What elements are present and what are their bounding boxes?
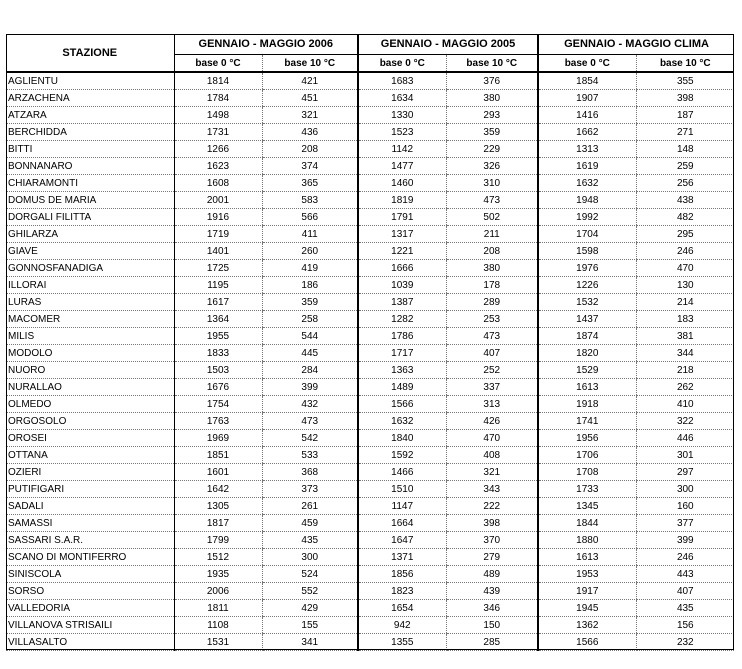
table-row — [6, 566, 734, 583]
table-row — [6, 498, 734, 515]
value-2006-base0: 1498 — [174, 107, 262, 124]
value-2005-base10: 346 — [446, 600, 538, 617]
value-2005-base0: 1142 — [358, 141, 446, 158]
table-row — [6, 583, 734, 600]
subheader-2006-base0: base 0 °C — [174, 55, 262, 73]
value-2006-base0: 1601 — [174, 464, 262, 481]
value-2006-base10: 284 — [262, 362, 358, 379]
value-2006-base10: 359 — [262, 294, 358, 311]
value-2005-base10: 359 — [446, 124, 538, 141]
table-row — [6, 277, 734, 294]
table-row — [6, 600, 734, 617]
value-2005-base0: 1147 — [358, 498, 446, 515]
table-row — [6, 294, 734, 311]
value-clima-base0: 1532 — [538, 294, 636, 311]
group-header-2005: GENNAIO - MAGGIO 2005 — [358, 34, 538, 55]
value-2005-base10: 380 — [446, 260, 538, 277]
value-clima-base10: 271 — [636, 124, 734, 141]
station-name: BONNANARO — [6, 158, 174, 175]
value-2006-base10: 524 — [262, 566, 358, 583]
value-2005-base10: 252 — [446, 362, 538, 379]
value-clima-base0: 1708 — [538, 464, 636, 481]
value-clima-base0: 1704 — [538, 226, 636, 243]
value-2005-base0: 1355 — [358, 634, 446, 651]
value-2005-base0: 1039 — [358, 277, 446, 294]
value-2006-base10: 419 — [262, 260, 358, 277]
station-name: SCANO DI MONTIFERRO — [6, 549, 174, 566]
value-2006-base0: 1719 — [174, 226, 262, 243]
value-clima-base10: 262 — [636, 379, 734, 396]
table-row — [6, 634, 734, 651]
value-2005-base10: 229 — [446, 141, 538, 158]
value-2005-base10: 150 — [446, 617, 538, 634]
station-name: OLMEDO — [6, 396, 174, 413]
value-2005-base0: 1523 — [358, 124, 446, 141]
value-clima-base10: 232 — [636, 634, 734, 651]
station-name: SASSARI S.A.R. — [6, 532, 174, 549]
value-2006-base10: 583 — [262, 192, 358, 209]
table-row — [6, 124, 734, 141]
value-2005-base10: 222 — [446, 498, 538, 515]
table-row — [6, 260, 734, 277]
value-2006-base0: 1401 — [174, 243, 262, 260]
value-2006-base0: 1531 — [174, 634, 262, 651]
station-name: NURALLAO — [6, 379, 174, 396]
value-2006-base10: 260 — [262, 243, 358, 260]
value-clima-base10: 435 — [636, 600, 734, 617]
value-clima-base10: 407 — [636, 583, 734, 600]
value-clima-base0: 1566 — [538, 634, 636, 651]
table-row — [6, 90, 734, 107]
value-clima-base10: 381 — [636, 328, 734, 345]
value-2006-base10: 566 — [262, 209, 358, 226]
station-name: OZIERI — [6, 464, 174, 481]
group-header-clima: GENNAIO - MAGGIO CLIMA — [538, 34, 734, 55]
value-2005-base10: 310 — [446, 175, 538, 192]
value-2006-base0: 1969 — [174, 430, 262, 447]
value-2005-base0: 1786 — [358, 328, 446, 345]
value-2005-base0: 1791 — [358, 209, 446, 226]
group-header-2006: GENNAIO - MAGGIO 2006 — [174, 34, 358, 55]
value-2005-base0: 1819 — [358, 192, 446, 209]
value-2006-base0: 1364 — [174, 311, 262, 328]
value-clima-base0: 1820 — [538, 345, 636, 362]
value-clima-base0: 1948 — [538, 192, 636, 209]
value-clima-base10: 187 — [636, 107, 734, 124]
value-2005-base10: 376 — [446, 72, 538, 90]
value-clima-base0: 1844 — [538, 515, 636, 532]
value-2005-base0: 1363 — [358, 362, 446, 379]
value-2005-base10: 211 — [446, 226, 538, 243]
value-clima-base10: 130 — [636, 277, 734, 294]
value-clima-base10: 322 — [636, 413, 734, 430]
subheader-2005-base0: base 0 °C — [358, 55, 446, 73]
station-name: DOMUS DE MARIA — [6, 192, 174, 209]
value-2006-base0: 1266 — [174, 141, 262, 158]
value-2006-base10: 321 — [262, 107, 358, 124]
value-clima-base10: 256 — [636, 175, 734, 192]
value-2006-base0: 1195 — [174, 277, 262, 294]
table-row — [6, 107, 734, 124]
value-clima-base0: 1437 — [538, 311, 636, 328]
value-2006-base10: 261 — [262, 498, 358, 515]
table-row — [6, 345, 734, 362]
value-2006-base0: 1955 — [174, 328, 262, 345]
station-name: ATZARA — [6, 107, 174, 124]
value-2006-base10: 451 — [262, 90, 358, 107]
value-clima-base0: 1880 — [538, 532, 636, 549]
value-clima-base10: 355 — [636, 72, 734, 90]
value-clima-base0: 1313 — [538, 141, 636, 158]
station-column-header: STAZIONE — [6, 34, 174, 72]
table-row — [6, 481, 734, 498]
value-2005-base10: 370 — [446, 532, 538, 549]
value-clima-base10: 218 — [636, 362, 734, 379]
value-2006-base0: 1676 — [174, 379, 262, 396]
station-name: OTTANA — [6, 447, 174, 464]
value-2005-base10: 408 — [446, 447, 538, 464]
value-2005-base10: 279 — [446, 549, 538, 566]
value-2006-base0: 1814 — [174, 72, 262, 90]
station-name: ORGOSOLO — [6, 413, 174, 430]
table-row — [6, 141, 734, 158]
value-2005-base0: 1683 — [358, 72, 446, 90]
value-clima-base0: 1706 — [538, 447, 636, 464]
value-clima-base10: 344 — [636, 345, 734, 362]
table-row — [6, 464, 734, 481]
value-2005-base0: 1856 — [358, 566, 446, 583]
value-2006-base0: 1503 — [174, 362, 262, 379]
value-2005-base10: 489 — [446, 566, 538, 583]
value-clima-base0: 1992 — [538, 209, 636, 226]
station-name: OROSEI — [6, 430, 174, 447]
value-2006-base0: 1642 — [174, 481, 262, 498]
value-2005-base0: 1330 — [358, 107, 446, 124]
value-2006-base0: 1108 — [174, 617, 262, 634]
value-2006-base0: 1799 — [174, 532, 262, 549]
station-name: NUORO — [6, 362, 174, 379]
value-2006-base0: 1623 — [174, 158, 262, 175]
value-clima-base0: 1613 — [538, 549, 636, 566]
value-clima-base0: 1918 — [538, 396, 636, 413]
station-name: CHIARAMONTI — [6, 175, 174, 192]
value-2005-base10: 178 — [446, 277, 538, 294]
value-2005-base0: 1632 — [358, 413, 446, 430]
value-2006-base10: 421 — [262, 72, 358, 90]
value-2006-base10: 436 — [262, 124, 358, 141]
value-2006-base0: 1851 — [174, 447, 262, 464]
value-2005-base0: 1371 — [358, 549, 446, 566]
table-row — [6, 447, 734, 464]
value-2006-base10: 300 — [262, 549, 358, 566]
value-clima-base0: 1598 — [538, 243, 636, 260]
value-2006-base10: 155 — [262, 617, 358, 634]
value-clima-base10: 148 — [636, 141, 734, 158]
value-2005-base0: 1282 — [358, 311, 446, 328]
value-clima-base0: 1917 — [538, 583, 636, 600]
value-clima-base10: 246 — [636, 549, 734, 566]
value-2006-base0: 1817 — [174, 515, 262, 532]
value-clima-base0: 1345 — [538, 498, 636, 515]
value-clima-base0: 1945 — [538, 600, 636, 617]
table-row — [6, 549, 734, 566]
value-2006-base10: 432 — [262, 396, 358, 413]
value-2005-base10: 343 — [446, 481, 538, 498]
value-clima-base0: 1956 — [538, 430, 636, 447]
value-2005-base0: 1221 — [358, 243, 446, 260]
station-name: GONNOSFANADIGA — [6, 260, 174, 277]
value-2006-base10: 544 — [262, 328, 358, 345]
value-2006-base10: 208 — [262, 141, 358, 158]
value-clima-base0: 1907 — [538, 90, 636, 107]
value-2005-base10: 473 — [446, 192, 538, 209]
value-clima-base0: 1632 — [538, 175, 636, 192]
value-2006-base0: 1305 — [174, 498, 262, 515]
value-2006-base0: 2001 — [174, 192, 262, 209]
table-row — [6, 532, 734, 549]
value-2006-base0: 1754 — [174, 396, 262, 413]
value-2005-base0: 942 — [358, 617, 446, 634]
value-2005-base0: 1566 — [358, 396, 446, 413]
value-2005-base0: 1647 — [358, 532, 446, 549]
value-2005-base0: 1460 — [358, 175, 446, 192]
value-clima-base0: 1662 — [538, 124, 636, 141]
value-2005-base10: 293 — [446, 107, 538, 124]
table-row — [6, 617, 734, 634]
value-clima-base0: 1619 — [538, 158, 636, 175]
value-2005-base0: 1666 — [358, 260, 446, 277]
station-name: VALLEDORIA — [6, 600, 174, 617]
value-2005-base0: 1489 — [358, 379, 446, 396]
value-2005-base0: 1466 — [358, 464, 446, 481]
value-2005-base10: 337 — [446, 379, 538, 396]
value-2005-base0: 1510 — [358, 481, 446, 498]
value-clima-base0: 1362 — [538, 617, 636, 634]
subheader-2005-base10: base 10 °C — [446, 55, 538, 73]
station-name: SINISCOLA — [6, 566, 174, 583]
value-2005-base10: 439 — [446, 583, 538, 600]
table-row — [6, 311, 734, 328]
value-clima-base10: 410 — [636, 396, 734, 413]
value-2006-base0: 1916 — [174, 209, 262, 226]
value-2005-base0: 1654 — [358, 600, 446, 617]
value-clima-base10: 246 — [636, 243, 734, 260]
value-2006-base0: 1617 — [174, 294, 262, 311]
value-2005-base10: 380 — [446, 90, 538, 107]
station-name: DORGALI FILITTA — [6, 209, 174, 226]
value-2005-base10: 470 — [446, 430, 538, 447]
value-clima-base10: 482 — [636, 209, 734, 226]
value-2005-base10: 313 — [446, 396, 538, 413]
value-2005-base10: 253 — [446, 311, 538, 328]
value-2006-base0: 1935 — [174, 566, 262, 583]
table-row — [6, 72, 734, 90]
value-2006-base10: 459 — [262, 515, 358, 532]
value-2005-base0: 1634 — [358, 90, 446, 107]
value-clima-base0: 1733 — [538, 481, 636, 498]
table-row — [6, 362, 734, 379]
value-clima-base0: 1226 — [538, 277, 636, 294]
value-clima-base10: 259 — [636, 158, 734, 175]
value-clima-base10: 160 — [636, 498, 734, 515]
station-name: ARZACHENA — [6, 90, 174, 107]
value-clima-base10: 156 — [636, 617, 734, 634]
station-name: MODOLO — [6, 345, 174, 362]
value-2006-base10: 411 — [262, 226, 358, 243]
station-name: PUTIFIGARI — [6, 481, 174, 498]
value-clima-base10: 399 — [636, 532, 734, 549]
station-name: LURAS — [6, 294, 174, 311]
value-2005-base10: 326 — [446, 158, 538, 175]
value-2006-base10: 365 — [262, 175, 358, 192]
station-name: MILIS — [6, 328, 174, 345]
value-2006-base0: 1608 — [174, 175, 262, 192]
value-2006-base0: 1763 — [174, 413, 262, 430]
value-clima-base0: 1741 — [538, 413, 636, 430]
station-name: VILLANOVA STRISAILI — [6, 617, 174, 634]
value-clima-base0: 1953 — [538, 566, 636, 583]
value-clima-base0: 1874 — [538, 328, 636, 345]
value-2006-base0: 1833 — [174, 345, 262, 362]
value-clima-base10: 446 — [636, 430, 734, 447]
value-2005-base10: 321 — [446, 464, 538, 481]
value-2006-base10: 373 — [262, 481, 358, 498]
table-row — [6, 413, 734, 430]
station-name: SADALI — [6, 498, 174, 515]
subheader-2006-base10: base 10 °C — [262, 55, 358, 73]
value-2005-base10: 426 — [446, 413, 538, 430]
value-clima-base10: 214 — [636, 294, 734, 311]
value-2006-base10: 542 — [262, 430, 358, 447]
value-2006-base10: 552 — [262, 583, 358, 600]
value-2005-base10: 407 — [446, 345, 538, 362]
station-name: GIAVE — [6, 243, 174, 260]
station-name: SORSO — [6, 583, 174, 600]
station-name: ILLORAI — [6, 277, 174, 294]
value-clima-base10: 443 — [636, 566, 734, 583]
value-2006-base10: 368 — [262, 464, 358, 481]
station-name: VILLASALTO — [6, 634, 174, 651]
table-row — [6, 192, 734, 209]
value-clima-base0: 1529 — [538, 362, 636, 379]
value-clima-base10: 398 — [636, 90, 734, 107]
value-clima-base10: 470 — [636, 260, 734, 277]
value-2006-base0: 1784 — [174, 90, 262, 107]
value-2005-base10: 285 — [446, 634, 538, 651]
value-2006-base10: 341 — [262, 634, 358, 651]
value-clima-base10: 300 — [636, 481, 734, 498]
station-name: BERCHIDDA — [6, 124, 174, 141]
value-2005-base0: 1840 — [358, 430, 446, 447]
value-2005-base10: 398 — [446, 515, 538, 532]
value-clima-base10: 295 — [636, 226, 734, 243]
subheader-clima-base0: base 0 °C — [538, 55, 636, 73]
table-row — [6, 515, 734, 532]
value-clima-base0: 1416 — [538, 107, 636, 124]
value-2005-base0: 1592 — [358, 447, 446, 464]
value-2006-base10: 473 — [262, 413, 358, 430]
value-clima-base10: 438 — [636, 192, 734, 209]
value-2005-base10: 502 — [446, 209, 538, 226]
value-clima-base10: 183 — [636, 311, 734, 328]
value-2006-base10: 374 — [262, 158, 358, 175]
table-row — [6, 226, 734, 243]
value-2005-base0: 1387 — [358, 294, 446, 311]
value-2006-base10: 186 — [262, 277, 358, 294]
value-2005-base0: 1317 — [358, 226, 446, 243]
value-2006-base0: 1811 — [174, 600, 262, 617]
value-2005-base0: 1477 — [358, 158, 446, 175]
value-2005-base10: 289 — [446, 294, 538, 311]
station-name: MACOMER — [6, 311, 174, 328]
value-clima-base0: 1976 — [538, 260, 636, 277]
value-clima-base0: 1854 — [538, 72, 636, 90]
value-2005-base0: 1823 — [358, 583, 446, 600]
value-2006-base10: 533 — [262, 447, 358, 464]
table-row — [6, 175, 734, 192]
value-2006-base0: 1512 — [174, 549, 262, 566]
station-name: GHILARZA — [6, 226, 174, 243]
value-2006-base10: 435 — [262, 532, 358, 549]
value-2006-base10: 258 — [262, 311, 358, 328]
value-2006-base0: 2006 — [174, 583, 262, 600]
value-2006-base0: 1731 — [174, 124, 262, 141]
table-body — [6, 72, 734, 651]
value-2005-base10: 208 — [446, 243, 538, 260]
value-2005-base10: 473 — [446, 328, 538, 345]
station-name: AGLIENTU — [6, 72, 174, 90]
value-clima-base10: 301 — [636, 447, 734, 464]
table-row — [6, 209, 734, 226]
station-name: SAMASSI — [6, 515, 174, 532]
value-clima-base0: 1613 — [538, 379, 636, 396]
table-row — [6, 430, 734, 447]
value-2005-base0: 1664 — [358, 515, 446, 532]
gdd-table — [6, 34, 734, 651]
value-2006-base10: 399 — [262, 379, 358, 396]
value-2006-base0: 1725 — [174, 260, 262, 277]
table-row — [6, 379, 734, 396]
table-row — [6, 328, 734, 345]
value-2006-base10: 429 — [262, 600, 358, 617]
table-row — [6, 158, 734, 175]
subheader-clima-base10: base 10 °C — [636, 55, 734, 73]
value-2006-base10: 445 — [262, 345, 358, 362]
value-2005-base0: 1717 — [358, 345, 446, 362]
value-clima-base10: 297 — [636, 464, 734, 481]
table-row — [6, 396, 734, 413]
station-name: BITTI — [6, 141, 174, 158]
value-clima-base10: 377 — [636, 515, 734, 532]
table-row — [6, 243, 734, 260]
